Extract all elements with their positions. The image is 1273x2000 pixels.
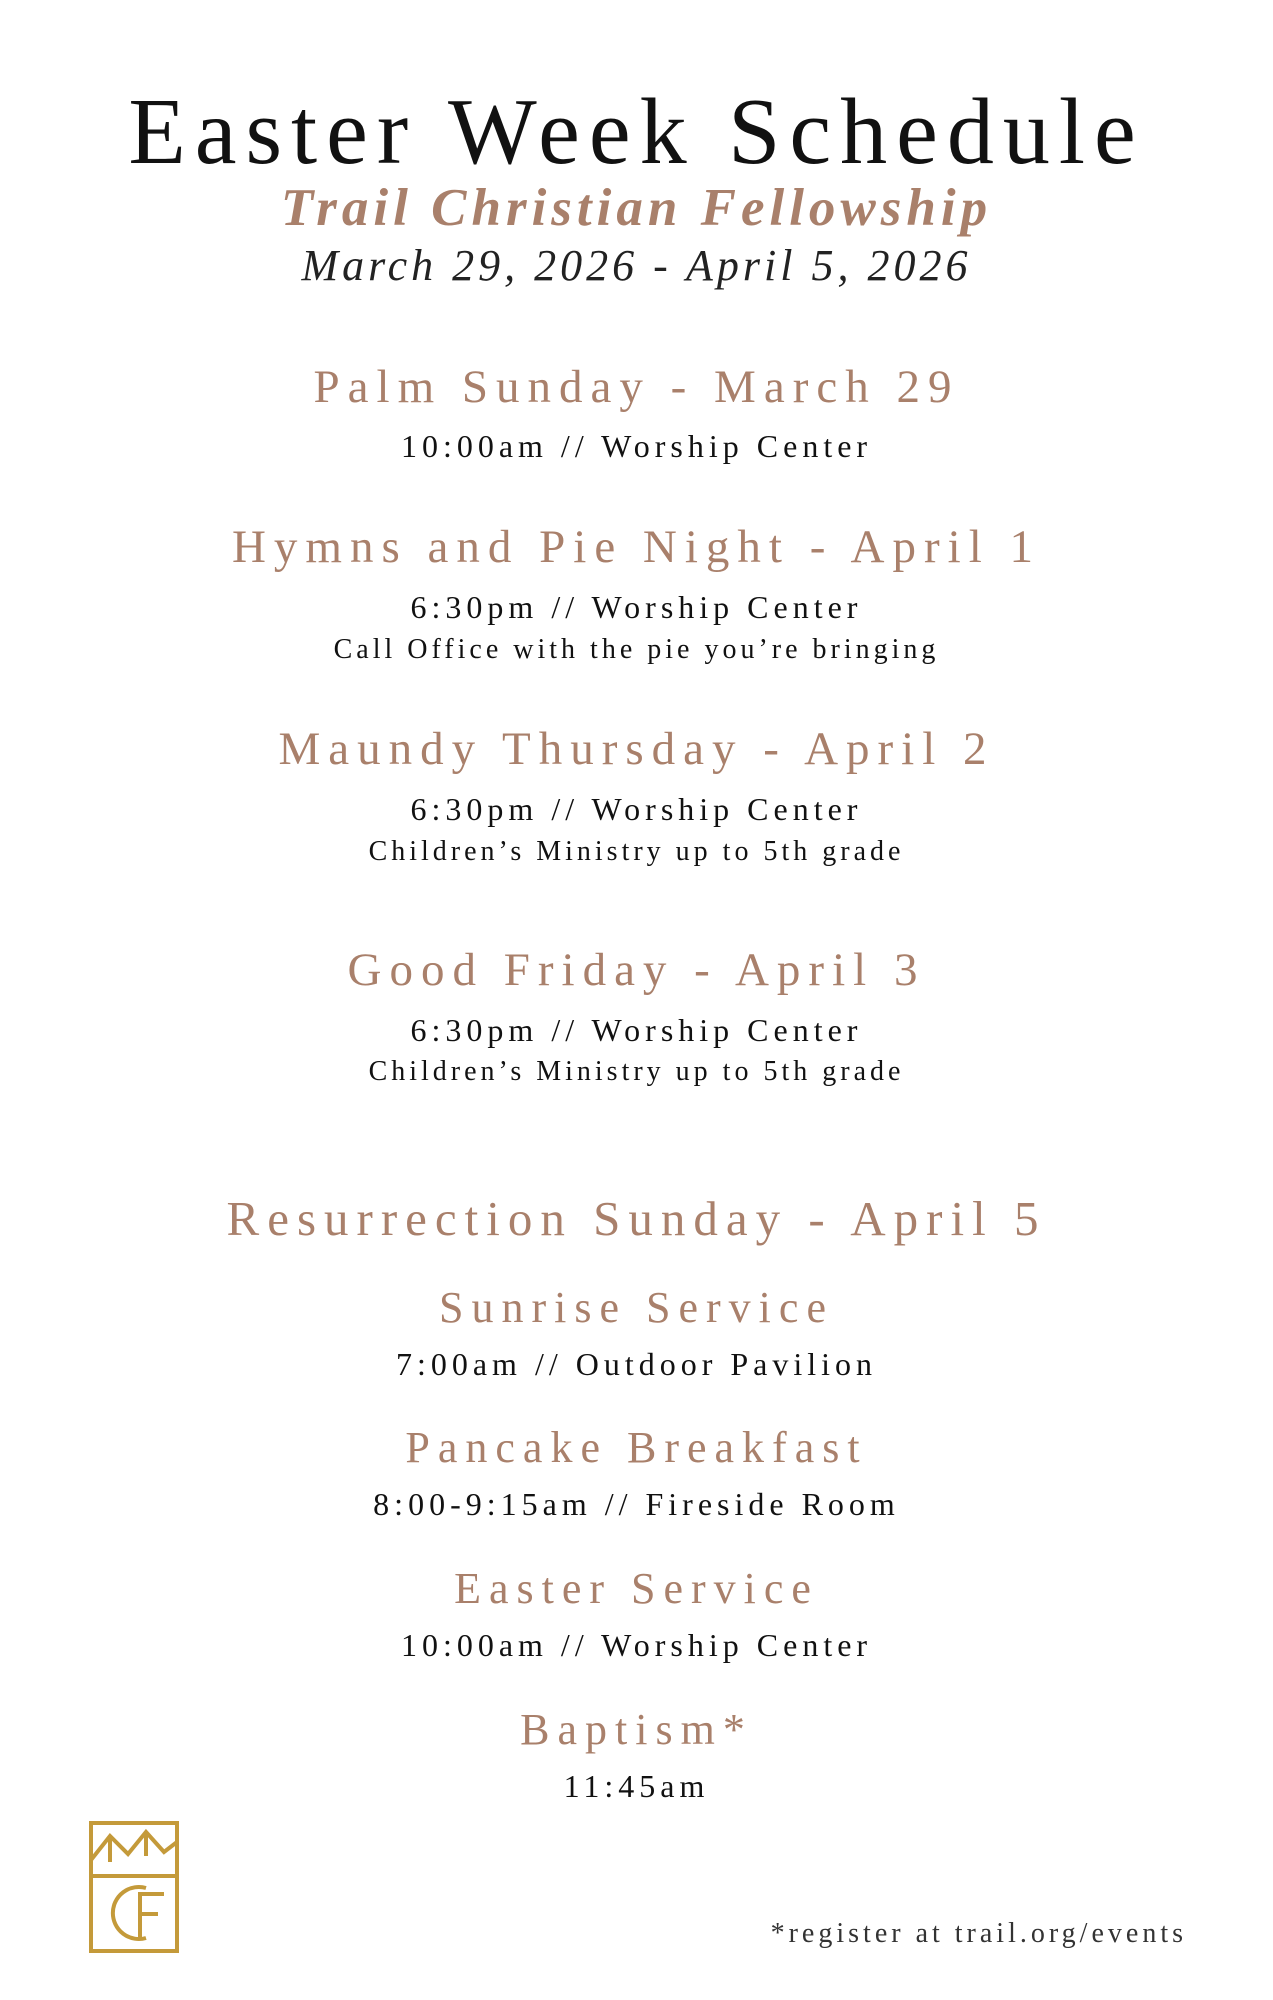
event-title-palm-sunday: Palm Sunday - March 29	[313, 361, 960, 413]
event-note-good-friday: Children’s Ministry up to 5th grade	[368, 1056, 905, 1087]
event-details-baptism: 11:45am	[563, 1768, 710, 1804]
event-title-good-friday: Good Friday - April 3	[347, 944, 926, 996]
event-details-good-friday: 6:30pm // Worship Center	[410, 1012, 863, 1048]
event-title-sunrise-service: Sunrise Service	[439, 1283, 834, 1332]
event-details-maundy-thursday: 6:30pm // Worship Center	[410, 791, 863, 827]
church-name: Trail Christian Fellowship	[280, 179, 993, 237]
event-note-hymns-pie-night: Call Office with the pie you’re bringing	[333, 634, 940, 665]
event-details-easter-service: 10:00am // Worship Center	[400, 1627, 873, 1663]
event-title-maundy-thursday: Maundy Thursday - April 2	[278, 723, 995, 775]
event-note-maundy-thursday: Children’s Ministry up to 5th grade	[368, 836, 905, 867]
page-title: Easter Week Schedule	[128, 80, 1145, 184]
event-title-pancake-breakfast: Pancake Breakfast	[405, 1423, 868, 1472]
event-title-hymns-pie-night: Hymns and Pie Night - April 1	[231, 521, 1042, 573]
event-details-palm-sunday: 10:00am // Worship Center	[400, 428, 873, 464]
date-range: March 29, 2026 - April 5, 2026	[301, 241, 972, 290]
event-details-pancake-breakfast: 8:00-9:15am // Fireside Room	[373, 1486, 900, 1522]
registration-footnote: *register at trail.org/events	[770, 1918, 1187, 1949]
tcf-logo-icon	[88, 1820, 180, 1954]
event-details-sunrise-service: 7:00am // Outdoor Pavilion	[395, 1346, 878, 1382]
event-details-hymns-pie-night: 6:30pm // Worship Center	[410, 589, 863, 625]
event-title-easter-service: Easter Service	[454, 1564, 819, 1613]
section-title-resurrection-sunday: Resurrection Sunday - April 5	[226, 1191, 1047, 1246]
event-title-baptism: Baptism*	[520, 1705, 753, 1754]
